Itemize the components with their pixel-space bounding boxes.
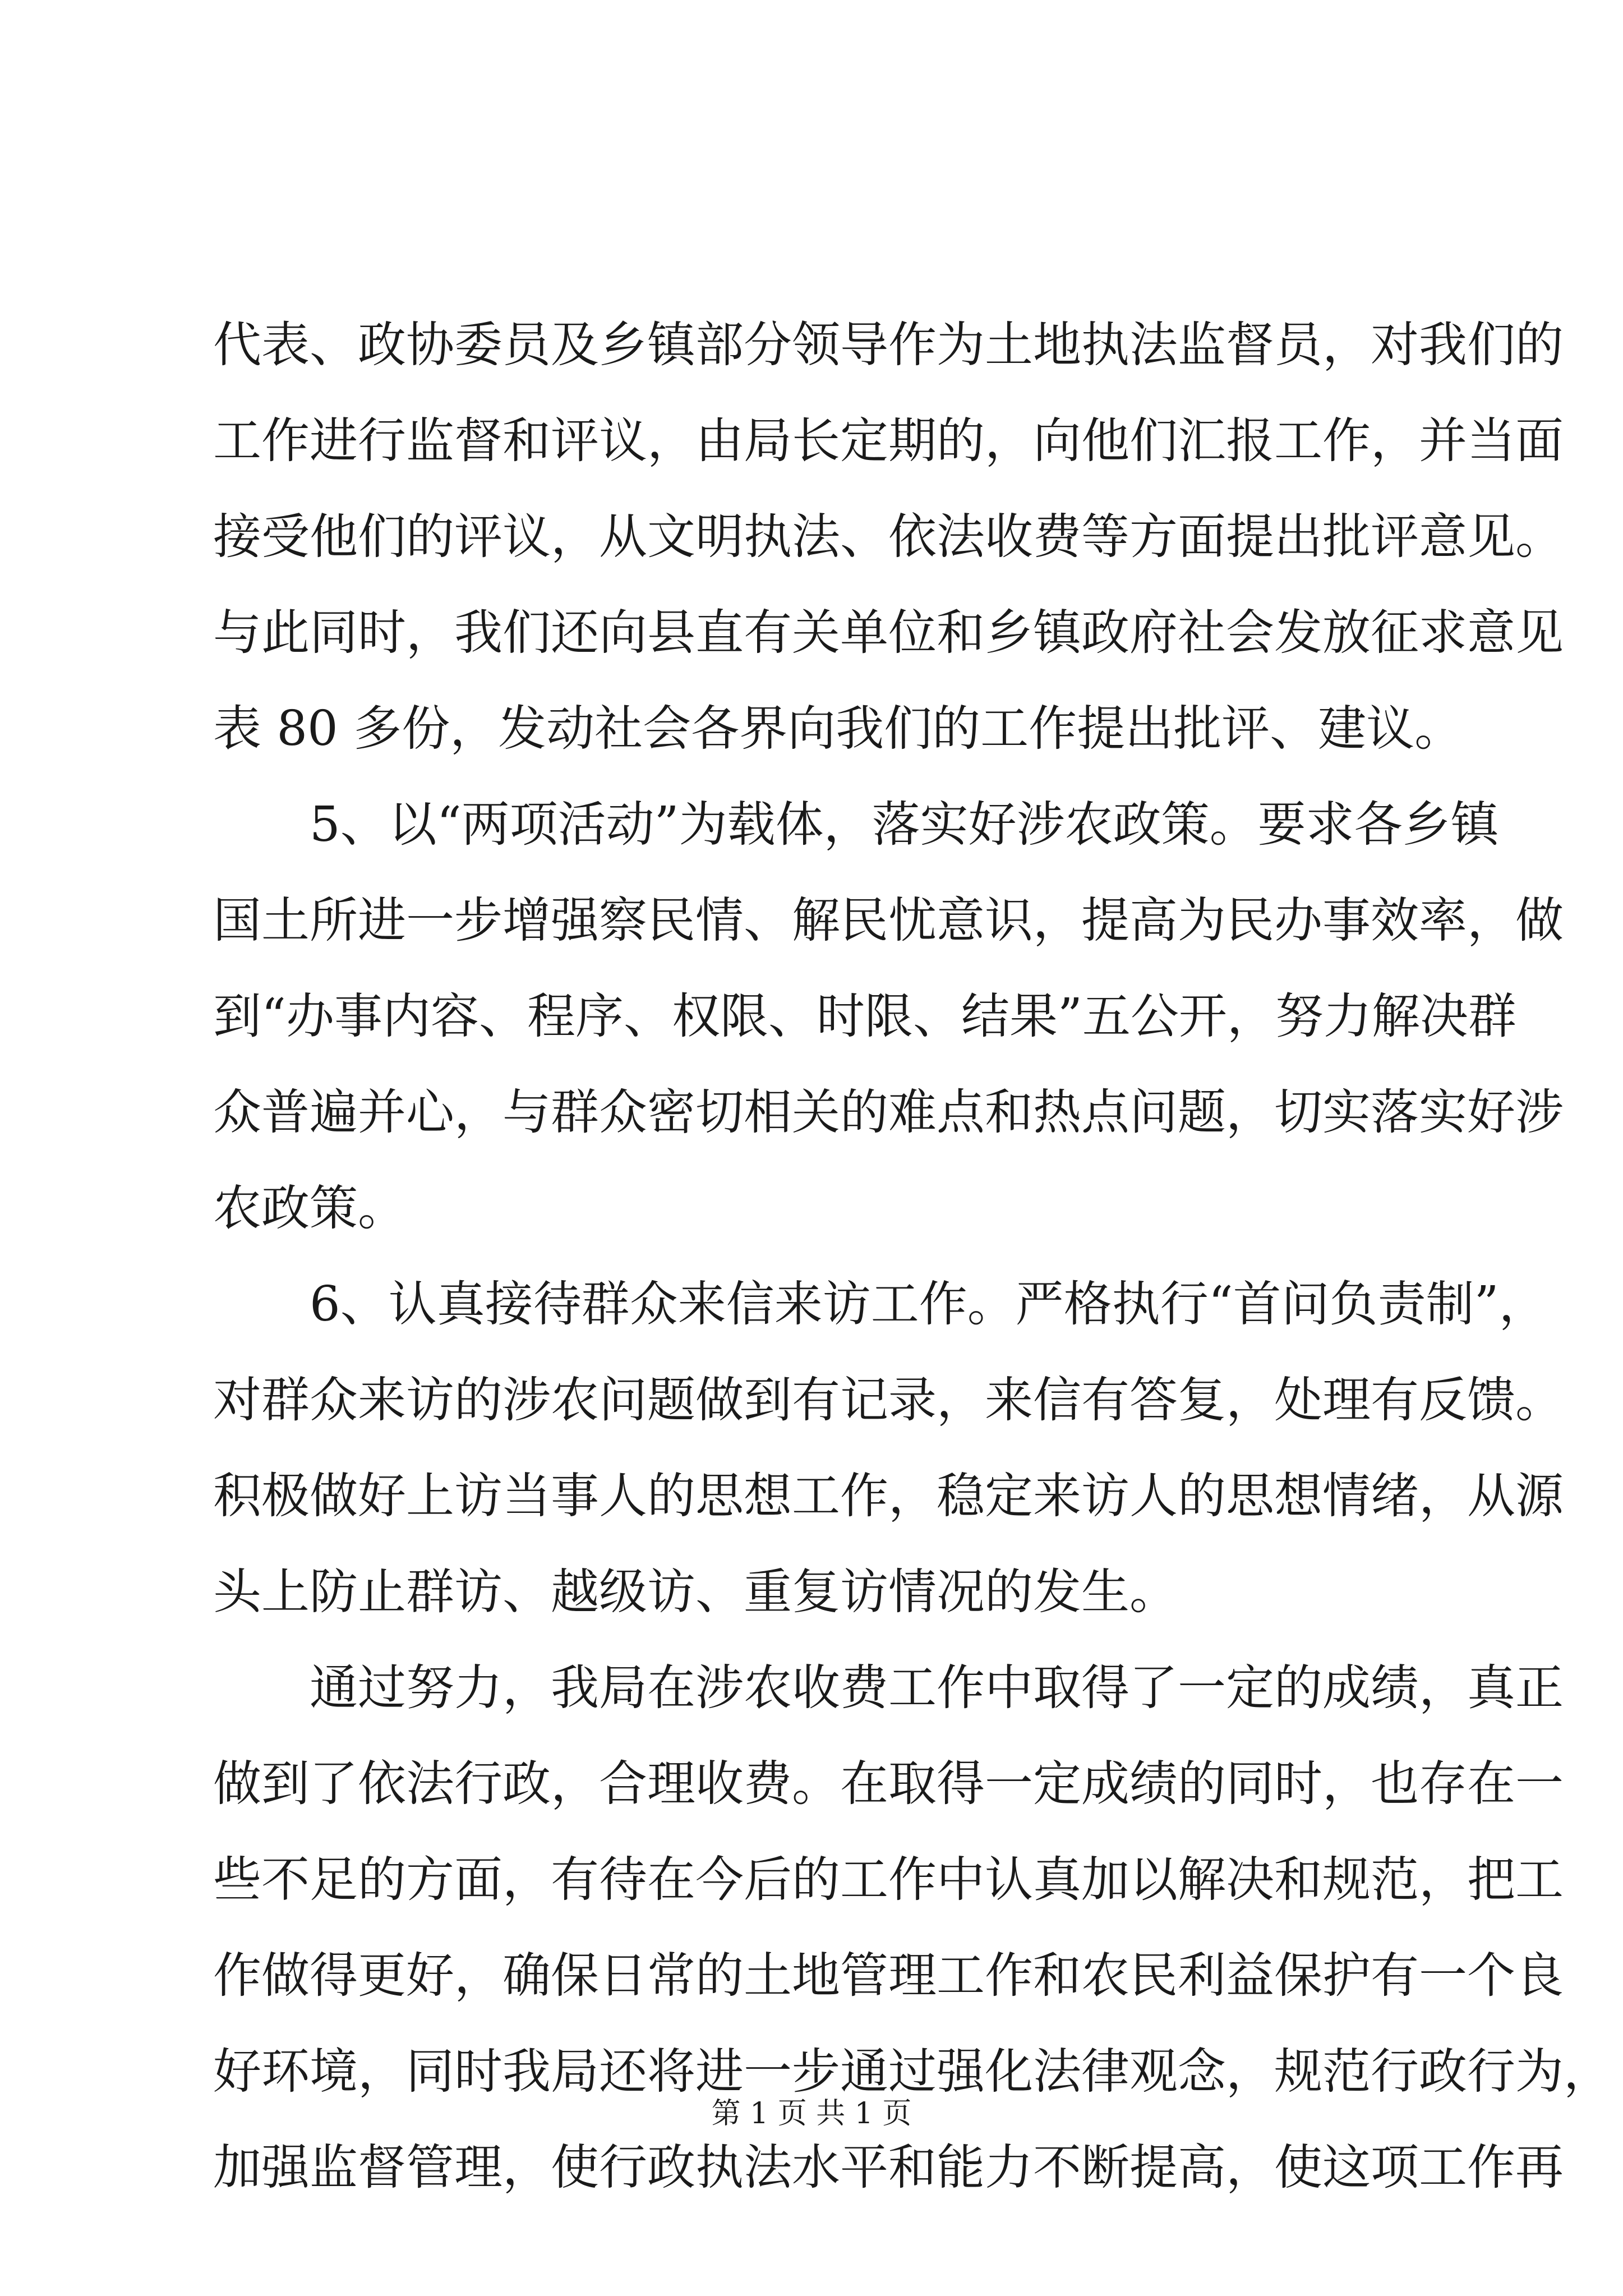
paragraph-5-first-line: 5、以“两项活动”为载体，落实好涉农政策。要求各乡镇 xyxy=(310,797,1499,853)
text-line: 作做得更好，确保日常的土地管理工作和农民利益保护有一个良 xyxy=(213,1948,1564,2004)
text-line: 积极做好上访当事人的思想工作，稳定来访人的思想情绪，从源 xyxy=(213,1468,1564,1524)
text-line: 到“办事内容、程序、权限、时限、结果”五公开，努力解决群 xyxy=(213,988,1516,1045)
text-line: 国土所进一步增强察民情、解民忧意识，提高为民办事效率，做 xyxy=(213,892,1564,949)
page-footer: 第 1 页 共 1 页 xyxy=(711,2097,912,2131)
paragraph-summary-first-line: 通过努力，我局在涉农收费工作中取得了一定的成绩，真正 xyxy=(310,1660,1564,1716)
document-body xyxy=(213,297,1612,2216)
text-line: 头上防止群访、越级访、重复访情况的发生。 xyxy=(213,1564,1178,1620)
text-line: 众普遍并心，与群众密切相关的难点和热点问题，切实落实好涉 xyxy=(213,1084,1564,1140)
text-line: 农政策。 xyxy=(213,1180,406,1236)
text-line: 加强监督管理，使行政执法水平和能力不断提高，使这项工作再 xyxy=(213,2139,1564,2196)
text-line: 好环境，同时我局还将进一步通过强化法律观念，规范行政行为， xyxy=(213,2044,1612,2100)
text-line: 与此同时，我们还向县直有关单位和乡镇政府社会发放征求意见 xyxy=(213,605,1564,661)
text-line: 表 80 多份，发动社会各界向我们的工作提出批评、建议。 xyxy=(213,701,1463,757)
text-line: 代表、政协委员及乡镇部分领导作为土地执法监督员，对我们的 xyxy=(213,317,1564,373)
text-line: 接受他们的评议，从文明执法、依法收费等方面提出批评意见。 xyxy=(213,509,1564,565)
paragraph-6-first-line: 6、认真接待群众来信来访工作。严格执行“首问负责制”， xyxy=(310,1276,1547,1332)
text-line: 做到了依法行政，合理收费。在取得一定成绩的同时，也存在一 xyxy=(213,1756,1564,1812)
text-line: 工作进行监督和评议，由局长定期的，向他们汇报工作，并当面 xyxy=(213,413,1564,469)
text-line: 对群众来访的涉农问题做到有记录，来信有答复，处理有反馈。 xyxy=(213,1372,1564,1428)
text-line: 些不足的方面，有待在今后的工作中认真加以解决和规范，把工 xyxy=(213,1852,1564,1908)
